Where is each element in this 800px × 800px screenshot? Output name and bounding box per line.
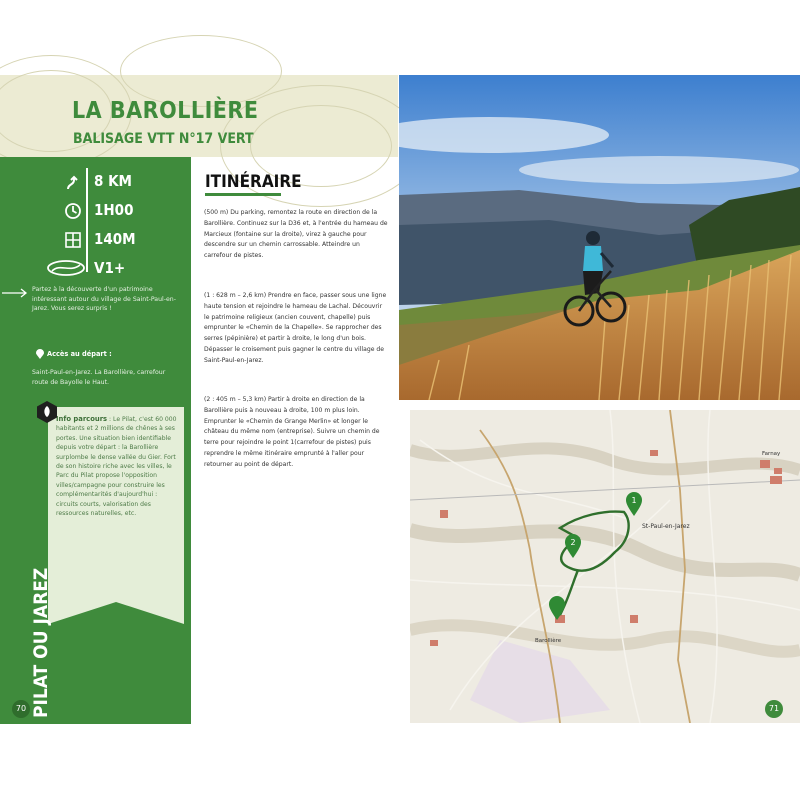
info-hexagon-icon (36, 400, 58, 424)
route-map (410, 410, 800, 723)
difficulty-icon (46, 259, 86, 277)
stat-distance: 8 KM (94, 172, 132, 190)
distance-icon (64, 174, 82, 192)
access-text: Saint-Paul-en-Jarez. La Barollière, carrefour route de Bayolle le Haut. (32, 369, 166, 386)
location-pin-icon (36, 349, 44, 359)
page-subtitle: BALISAGE VTT N°17 VERT (73, 131, 254, 147)
info-body: : Le Pilat, c'est 60 000 habitants et 2 millions de chênes à ses portes. Une situation bien identifiable depuis votre départ : la Barollière surplombe le dense vallée du Gier. Fort de son histoire riche avec les villes, le Parc du Pilat propose l'opposition villes/campagne pour construire les complémentarités d'aujourd'hui : circuits courts, valorisation des ressources naturelles, etc. (56, 416, 177, 518)
map-label-town: St-Paul-en-Jarez (642, 523, 690, 530)
region-label: PILAT OU JAREZ (30, 567, 52, 718)
access-title: Accès au départ : (47, 350, 112, 358)
info-text (56, 415, 180, 518)
info-panel (48, 407, 184, 602)
map-marker-2-label: 2 (570, 538, 576, 547)
intro-text: Partez à la découverte d'un patrimoine intéressant autour du village de Saint-Paul-en-Jarez. Vous serez surpris ! (32, 286, 176, 313)
map-label-barolliere: Barollière (535, 638, 562, 644)
map-graphic (410, 410, 800, 723)
page-number-right: 71 (765, 700, 783, 718)
arrow-right-icon (2, 288, 30, 298)
itinerary-step-1: (500 m) Du parking, remontez la route en direction de la Barollière. Continuez sur la D36 et, à l'entrée du hameau de Marcieux (fontaine sur la droite), virez à gauche pour descendre sur un chemin carrossable. Atteindre un carrefour de pistes. (204, 209, 388, 260)
info-title: Info parcours (56, 415, 108, 423)
itinerary-title: ITINÉRAIRE (205, 172, 302, 192)
stat-elevation: 140M (94, 230, 136, 248)
itinerary-step-3: (2 : 405 m – 5,3 km) Partir à droite en direction de la Barollière puis à nouveau à droite, 100 m plus loin. Emprunter le «Chemin de Grange Merlin» et longer le château du même nom (entreprise). Suivre un chemin de terre pour rejoindre le point 1(carrefour de pistes) puis reprendre le même itinéraire emprunté à l'aller pour retourner au point de départ. (204, 396, 380, 468)
stats-divider (86, 168, 88, 272)
clock-icon (64, 202, 82, 220)
itinerary-underline (205, 193, 281, 196)
itinerary-step-2: (1 : 628 m – 2,6 km) Prendre en face, passer sous une ligne haute tension et rejoindre le hameau de Lachal. Découvrir le patrimoine religieux (ancien couvent, chapelle) puis emprunter le «Chemin de la Chapelle». Se rapprocher des serres (pépinière) et partir à droite, le long d'un bois. Dépasser le croisement puis gagner le centre du village de Saint-Paul-en-Jarez. (204, 292, 387, 364)
map-label-farnay: Farnay (762, 451, 781, 457)
stat-difficulty: V1+ (94, 259, 126, 277)
map-marker-1-label: 1 (631, 496, 637, 505)
cyclist-photo (399, 75, 800, 400)
stat-duration: 1H00 (94, 201, 134, 219)
page-title: LA BAROLLIÈRE (72, 98, 259, 124)
page-number-left: 70 (12, 700, 30, 718)
elevation-icon (64, 231, 82, 249)
